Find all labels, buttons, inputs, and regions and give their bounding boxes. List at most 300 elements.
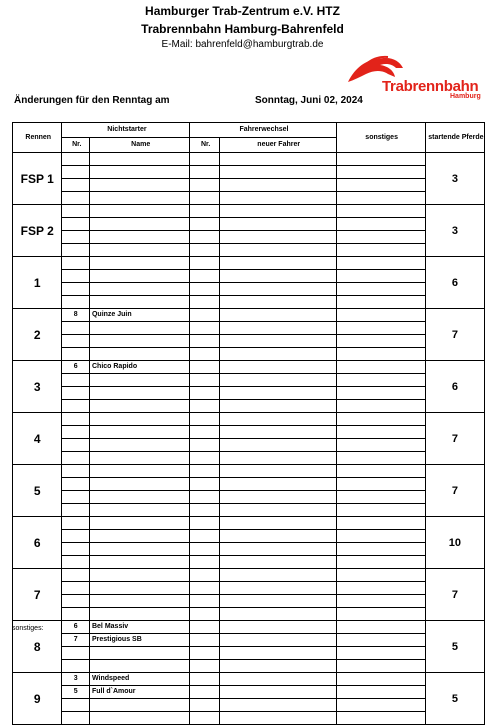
nonstarter-nr <box>62 348 90 361</box>
nonstarter-name <box>89 530 189 543</box>
nonstarter-name <box>89 582 189 595</box>
nonstarter-name <box>89 517 189 530</box>
starters-count: 6 <box>425 257 484 309</box>
new-driver-name <box>219 387 336 400</box>
nonstarter-nr: 5 <box>62 686 90 699</box>
new-driver-name <box>219 153 336 166</box>
nonstarter-nr <box>62 374 90 387</box>
driver-nr <box>190 569 219 582</box>
table-row <box>13 348 485 361</box>
nonstarter-name <box>89 699 189 712</box>
new-driver-name <box>219 621 336 634</box>
other-note <box>336 556 425 569</box>
driver-nr <box>190 712 219 725</box>
nonstarter-nr <box>62 387 90 400</box>
other-note <box>336 257 425 270</box>
table-row <box>13 465 485 478</box>
nonstarter-name <box>89 413 189 426</box>
other-note <box>336 296 425 309</box>
nonstarter-nr <box>62 166 90 179</box>
starters-count: 7 <box>425 309 484 361</box>
race-number: 4 <box>13 413 62 465</box>
nonstarter-name <box>89 426 189 439</box>
table-row <box>13 517 485 530</box>
new-driver-name <box>219 504 336 517</box>
nonstarter-nr <box>62 426 90 439</box>
other-note <box>336 439 425 452</box>
starters-count: 3 <box>425 153 484 205</box>
table-row <box>13 439 485 452</box>
new-driver-name <box>219 257 336 270</box>
driver-nr <box>190 504 219 517</box>
nonstarter-nr <box>62 530 90 543</box>
nonstarter-name <box>89 257 189 270</box>
driver-nr <box>190 387 219 400</box>
race-number: 7 <box>13 569 62 621</box>
new-driver-name <box>219 647 336 660</box>
other-note <box>336 647 425 660</box>
driver-nr <box>190 205 219 218</box>
table-row <box>13 166 485 179</box>
other-note <box>336 621 425 634</box>
new-driver-name <box>219 595 336 608</box>
header-nonstarters: Nichtstarter <box>62 123 190 138</box>
nonstarter-name <box>89 205 189 218</box>
other-note <box>336 244 425 257</box>
nonstarter-nr <box>62 699 90 712</box>
table-row <box>13 608 485 621</box>
nonstarter-nr: 8 <box>62 309 90 322</box>
new-driver-name <box>219 218 336 231</box>
table-row <box>13 413 485 426</box>
nonstarter-name <box>89 478 189 491</box>
nonstarter-nr <box>62 504 90 517</box>
driver-nr <box>190 439 219 452</box>
nonstarter-name <box>89 556 189 569</box>
table-row <box>13 374 485 387</box>
new-driver-name <box>219 179 336 192</box>
driver-nr <box>190 153 219 166</box>
header-driver-change: Fahrerwechsel <box>190 123 336 138</box>
new-driver-name <box>219 452 336 465</box>
table-row <box>13 686 485 699</box>
other-note <box>336 270 425 283</box>
nonstarter-name <box>89 647 189 660</box>
table-row <box>13 673 485 686</box>
new-driver-name <box>219 569 336 582</box>
starters-count: 7 <box>425 413 484 465</box>
nonstarter-name <box>89 244 189 257</box>
other-note <box>336 153 425 166</box>
driver-nr <box>190 348 219 361</box>
nonstarter-nr <box>62 218 90 231</box>
nonstarter-name <box>89 270 189 283</box>
other-note <box>336 712 425 725</box>
new-driver-name <box>219 556 336 569</box>
table-row <box>13 153 485 166</box>
starters-count: 10 <box>425 517 484 569</box>
table-row <box>13 283 485 296</box>
nonstarter-name <box>89 231 189 244</box>
driver-nr <box>190 296 219 309</box>
nonstarter-nr <box>62 712 90 725</box>
new-driver-name <box>219 413 336 426</box>
nonstarter-name <box>89 296 189 309</box>
nonstarter-nr <box>62 322 90 335</box>
nonstarter-nr <box>62 192 90 205</box>
table-row <box>13 179 485 192</box>
driver-nr <box>190 179 219 192</box>
driver-nr <box>190 491 219 504</box>
other-note <box>336 608 425 621</box>
table-row <box>13 452 485 465</box>
new-driver-name <box>219 543 336 556</box>
race-number: 6 <box>13 517 62 569</box>
header-starters: startende Pferde <box>425 123 484 153</box>
organization-title: Hamburger Trab-Zentrum e.V. HTZ <box>145 4 340 18</box>
header-name: Name <box>89 138 189 153</box>
nonstarter-name <box>89 400 189 413</box>
other-note <box>336 504 425 517</box>
other-note <box>336 478 425 491</box>
other-note <box>336 335 425 348</box>
nonstarter-name <box>89 153 189 166</box>
nonstarter-nr <box>62 439 90 452</box>
other-note <box>336 309 425 322</box>
other-note <box>336 387 425 400</box>
nonstarter-nr: 3 <box>62 673 90 686</box>
nonstarter-nr <box>62 179 90 192</box>
other-note <box>336 491 425 504</box>
nonstarter-nr <box>62 517 90 530</box>
table-row <box>13 478 485 491</box>
nonstarter-nr <box>62 296 90 309</box>
nonstarter-name <box>89 192 189 205</box>
nonstarter-name <box>89 452 189 465</box>
nonstarter-name <box>89 387 189 400</box>
other-note <box>336 465 425 478</box>
table-row <box>13 322 485 335</box>
other-note <box>336 283 425 296</box>
header-race: Rennen <box>13 123 62 153</box>
new-driver-name <box>219 673 336 686</box>
new-driver-name <box>219 166 336 179</box>
nonstarter-name <box>89 166 189 179</box>
nonstarter-nr <box>62 595 90 608</box>
table-row <box>13 244 485 257</box>
new-driver-name <box>219 244 336 257</box>
other-note <box>336 673 425 686</box>
driver-nr <box>190 426 219 439</box>
nonstarter-name: Full d`Amour <box>89 686 189 699</box>
changes-label: Änderungen für den Renntag am <box>14 95 170 106</box>
other-note <box>336 166 425 179</box>
new-driver-name <box>219 530 336 543</box>
nonstarter-name <box>89 491 189 504</box>
other-note <box>336 530 425 543</box>
driver-nr <box>190 283 219 296</box>
header-other: sonstiges <box>336 123 425 153</box>
table-row <box>13 660 485 673</box>
logo-wordmark: Trabrennbahn <box>382 78 479 95</box>
race-number: 5 <box>13 465 62 517</box>
other-note <box>336 569 425 582</box>
nonstarter-name <box>89 660 189 673</box>
driver-nr <box>190 322 219 335</box>
nonstarter-name <box>89 322 189 335</box>
driver-nr <box>190 452 219 465</box>
starters-count: 3 <box>425 205 484 257</box>
other-note <box>336 452 425 465</box>
driver-nr <box>190 660 219 673</box>
nonstarter-nr <box>62 400 90 413</box>
table-row <box>13 205 485 218</box>
driver-nr <box>190 699 219 712</box>
new-driver-name <box>219 660 336 673</box>
new-driver-name <box>219 283 336 296</box>
new-driver-name <box>219 348 336 361</box>
new-driver-name <box>219 491 336 504</box>
table-row <box>13 530 485 543</box>
table-row <box>13 192 485 205</box>
driver-nr <box>190 621 219 634</box>
driver-nr <box>190 244 219 257</box>
new-driver-name <box>219 231 336 244</box>
new-driver-name <box>219 192 336 205</box>
table-row <box>13 712 485 725</box>
other-note <box>336 595 425 608</box>
starters-count: 5 <box>425 673 484 725</box>
new-driver-name <box>219 426 336 439</box>
driver-nr <box>190 582 219 595</box>
driver-nr <box>190 595 219 608</box>
driver-nr <box>190 335 219 348</box>
race-number: 2 <box>13 309 62 361</box>
nonstarter-nr <box>62 491 90 504</box>
driver-nr <box>190 413 219 426</box>
nonstarter-nr <box>62 257 90 270</box>
table-row <box>13 543 485 556</box>
other-note <box>336 205 425 218</box>
table-row <box>13 621 485 634</box>
starters-count: 7 <box>425 465 484 517</box>
email-line: E-Mail: bahrenfeld@hamburgtrab.de <box>161 39 324 50</box>
driver-nr <box>190 257 219 270</box>
new-driver-name <box>219 335 336 348</box>
table-row <box>13 582 485 595</box>
nonstarter-name: Prestigious SB <box>89 634 189 647</box>
table-row <box>13 361 485 374</box>
nonstarter-name <box>89 712 189 725</box>
nonstarter-nr <box>62 244 90 257</box>
table-row <box>13 309 485 322</box>
header-nr: Nr. <box>62 138 90 153</box>
new-driver-name <box>219 322 336 335</box>
other-note <box>336 322 425 335</box>
venue-title: Trabrennbahn Hamburg-Bahrenfeld <box>141 22 344 36</box>
other-note <box>336 582 425 595</box>
nonstarter-name <box>89 595 189 608</box>
table-row <box>13 335 485 348</box>
race-number: 8 <box>13 621 62 673</box>
other-note <box>336 179 425 192</box>
nonstarter-nr <box>62 270 90 283</box>
nonstarter-nr <box>62 478 90 491</box>
other-note <box>336 218 425 231</box>
table-row <box>13 699 485 712</box>
table-row <box>13 595 485 608</box>
race-number: 9 <box>13 673 62 725</box>
new-driver-name <box>219 634 336 647</box>
new-driver-name <box>219 439 336 452</box>
nonstarter-name <box>89 465 189 478</box>
nonstarter-name <box>89 569 189 582</box>
driver-nr <box>190 166 219 179</box>
nonstarter-nr <box>62 569 90 582</box>
race-number: FSP 2 <box>13 205 62 257</box>
new-driver-name <box>219 361 336 374</box>
nonstarter-nr <box>62 556 90 569</box>
nonstarter-nr: 6 <box>62 361 90 374</box>
nonstarter-name <box>89 218 189 231</box>
nonstarter-nr <box>62 283 90 296</box>
other-note <box>336 374 425 387</box>
nonstarter-name: Windspeed <box>89 673 189 686</box>
other-note <box>336 686 425 699</box>
other-note <box>336 517 425 530</box>
other-note <box>336 413 425 426</box>
table-row <box>13 387 485 400</box>
table-row <box>13 296 485 309</box>
other-note <box>336 192 425 205</box>
new-driver-name <box>219 582 336 595</box>
nonstarter-nr: 7 <box>62 634 90 647</box>
nonstarter-nr <box>62 608 90 621</box>
nonstarter-name <box>89 439 189 452</box>
new-driver-name <box>219 296 336 309</box>
nonstarter-name <box>89 179 189 192</box>
nonstarter-nr <box>62 153 90 166</box>
driver-nr <box>190 374 219 387</box>
nonstarter-nr <box>62 413 90 426</box>
nonstarter-name: Quinze Juin <box>89 309 189 322</box>
driver-nr <box>190 543 219 556</box>
nonstarter-nr <box>62 452 90 465</box>
new-driver-name <box>219 608 336 621</box>
new-driver-name <box>219 699 336 712</box>
table-row <box>13 634 485 647</box>
race-date: Sonntag, Juni 02, 2024 <box>255 95 363 106</box>
table-row <box>13 504 485 517</box>
nonstarter-name <box>89 374 189 387</box>
new-driver-name <box>219 309 336 322</box>
driver-nr <box>190 556 219 569</box>
driver-nr <box>190 517 219 530</box>
new-driver-name <box>219 270 336 283</box>
logo-subtext: Hamburg <box>450 93 481 100</box>
table-row <box>13 556 485 569</box>
nonstarter-nr <box>62 647 90 660</box>
nonstarter-name <box>89 335 189 348</box>
other-note <box>336 660 425 673</box>
nonstarter-nr: 6 <box>62 621 90 634</box>
driver-nr <box>190 309 219 322</box>
nonstarter-name <box>89 543 189 556</box>
other-note <box>336 348 425 361</box>
race-number: FSP 1 <box>13 153 62 205</box>
driver-nr <box>190 478 219 491</box>
changes-table <box>12 122 485 725</box>
new-driver-name <box>219 205 336 218</box>
race-number: 3 <box>13 361 62 413</box>
nonstarter-name: Chico Rapido <box>89 361 189 374</box>
starters-count: 7 <box>425 569 484 621</box>
nonstarter-nr <box>62 660 90 673</box>
nonstarter-nr <box>62 543 90 556</box>
race-number: 1 <box>13 257 62 309</box>
table-row <box>13 491 485 504</box>
new-driver-name <box>219 465 336 478</box>
other-note <box>336 400 425 413</box>
driver-nr <box>190 231 219 244</box>
table-row <box>13 569 485 582</box>
table-row <box>13 647 485 660</box>
starters-count: 5 <box>425 621 484 673</box>
new-driver-name <box>219 478 336 491</box>
nonstarter-nr <box>62 465 90 478</box>
driver-nr <box>190 673 219 686</box>
table-row <box>13 426 485 439</box>
new-driver-name <box>219 400 336 413</box>
header-nr-driver: Nr. <box>190 138 219 153</box>
table-row <box>13 218 485 231</box>
header-new-driver: neuer Fahrer <box>219 138 336 153</box>
table-row <box>13 400 485 413</box>
footer-note: sonstiges: <box>12 625 44 632</box>
other-note <box>336 543 425 556</box>
driver-nr <box>190 192 219 205</box>
other-note <box>336 231 425 244</box>
other-note <box>336 426 425 439</box>
nonstarter-name <box>89 608 189 621</box>
nonstarter-name: Bel Massiv <box>89 621 189 634</box>
driver-nr <box>190 530 219 543</box>
driver-nr <box>190 686 219 699</box>
new-driver-name <box>219 712 336 725</box>
driver-nr <box>190 400 219 413</box>
nonstarter-nr <box>62 231 90 244</box>
starters-count: 6 <box>425 361 484 413</box>
other-note <box>336 634 425 647</box>
new-driver-name <box>219 686 336 699</box>
driver-nr <box>190 465 219 478</box>
driver-nr <box>190 647 219 660</box>
driver-nr <box>190 270 219 283</box>
table-row <box>13 231 485 244</box>
nonstarter-nr <box>62 582 90 595</box>
table-row <box>13 257 485 270</box>
table-row <box>13 270 485 283</box>
other-note <box>336 699 425 712</box>
nonstarter-name <box>89 504 189 517</box>
new-driver-name <box>219 374 336 387</box>
nonstarter-nr <box>62 335 90 348</box>
nonstarter-name <box>89 348 189 361</box>
other-note <box>336 361 425 374</box>
driver-nr <box>190 218 219 231</box>
new-driver-name <box>219 517 336 530</box>
nonstarter-name <box>89 283 189 296</box>
